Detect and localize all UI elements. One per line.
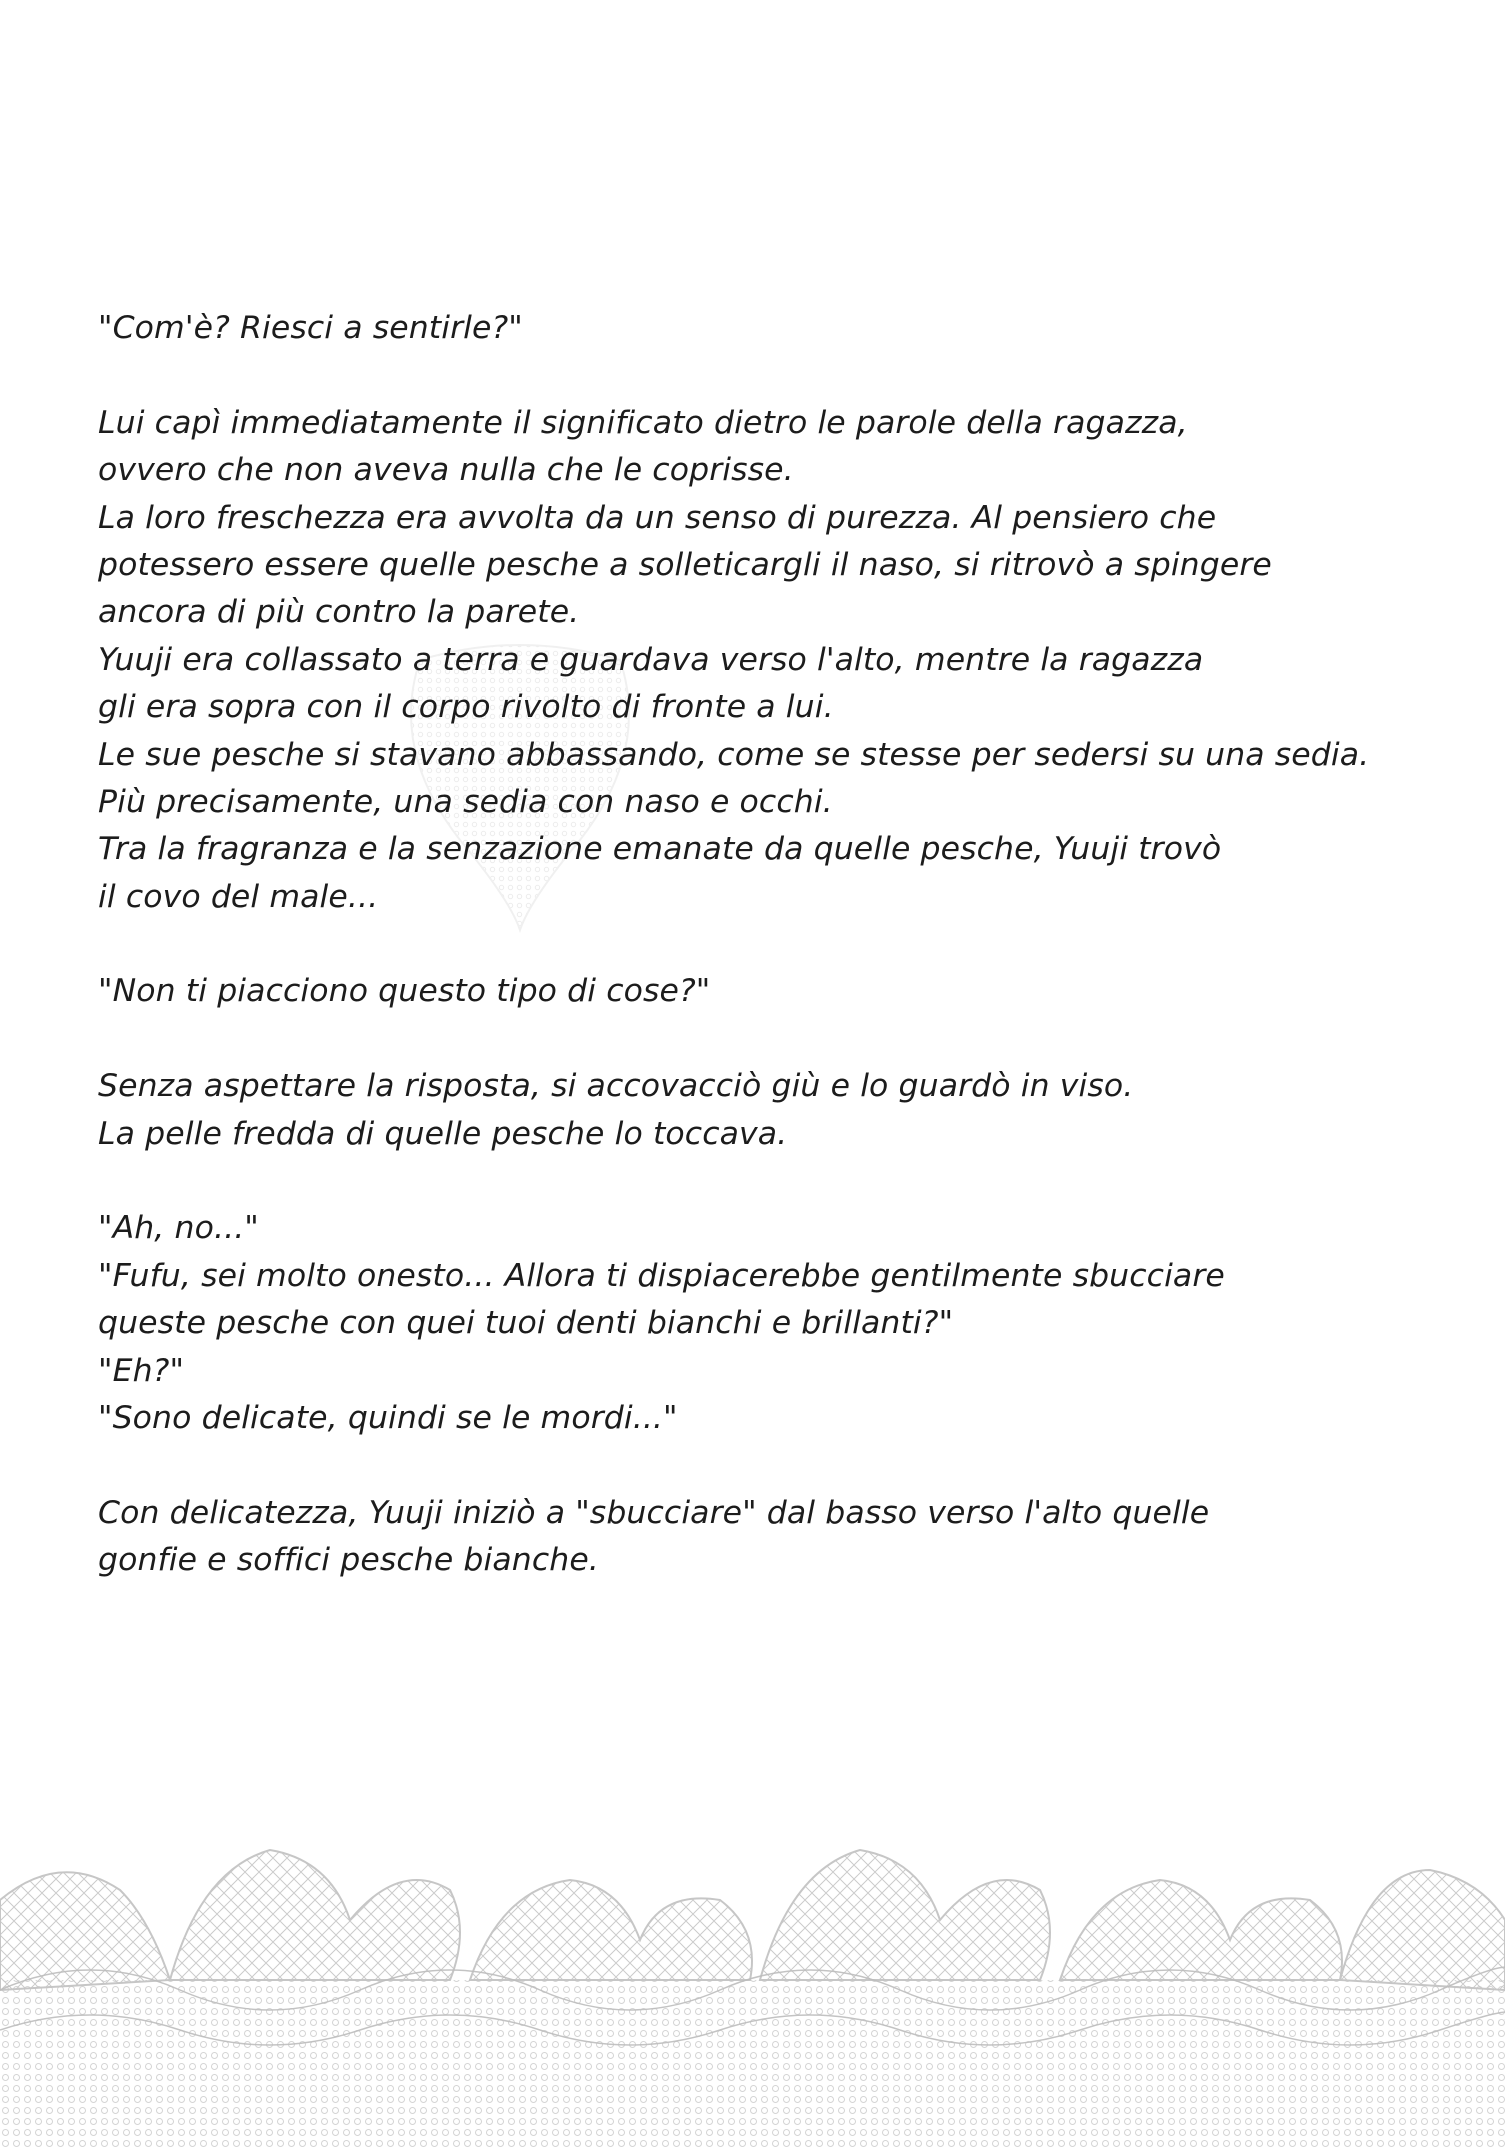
text-line: "Ah, no..."	[98, 1210, 259, 1247]
text-line: potessero essere quelle pesche a solleticargli il naso, si ritrovò a spingere	[98, 546, 1272, 583]
text-line: La loro freschezza era avvolta da un senso di purezza. Al pensiero che	[98, 499, 1217, 536]
text-line: "Com'è? Riesci a sentirle?"	[98, 310, 523, 346]
text-line: il covo del male...	[98, 878, 379, 915]
text-line: La pelle fredda di quelle pesche lo toccava.	[98, 1115, 788, 1152]
text-line: Tra la fragranza e la senzazione emanate da quelle pesche, Yuuji trovò	[98, 831, 1222, 868]
text-line: Lui capì immediatamente il significato dietro le parole della ragazza,	[98, 404, 1188, 441]
text-line: ovvero che non aveva nulla che le coprisse.	[98, 452, 794, 489]
text-line: Yuuji era collassato a terra e guardava verso l'alto, mentre la ragazza	[98, 641, 1204, 678]
text-line: gonfie e soffici pesche bianche.	[98, 1542, 599, 1579]
text-line: Più precisamente, una sedia con naso e occhi.	[98, 783, 833, 820]
paragraph-gap	[98, 352, 1438, 399]
paragraph-gap	[98, 1016, 1438, 1063]
paragraph	[98, 968, 1438, 1015]
text-line: "Sono delicate, quindi se le mordi..."	[98, 1399, 678, 1436]
text-line: Con delicatezza, Yuuji iniziò a "sbucciare" dal basso verso l'alto quelle	[98, 1494, 1210, 1531]
text-line: "Fufu, sei molto onesto... Allora ti dispiacerebbe gentilmente sbucciare	[98, 1257, 1225, 1294]
text-line: ancora di più contro la parete.	[98, 594, 580, 631]
text-line: queste pesche con quei tuoi denti bianchi e brillanti?"	[98, 1305, 954, 1342]
paragraph	[98, 1063, 1438, 1158]
text-line: gli era sopra con il corpo rivolto di fronte a lui.	[98, 689, 834, 726]
paragraph	[98, 1490, 1438, 1585]
text-line: Senza aspettare la risposta, si accovacciò giù e lo guardò in viso.	[98, 1068, 1134, 1105]
paragraph	[98, 305, 1438, 352]
paragraph-gap	[98, 1442, 1438, 1489]
lace-border-icon	[0, 1830, 1505, 2147]
paragraph	[98, 1205, 1438, 1442]
paragraph	[98, 400, 1438, 921]
paragraph-gap	[98, 921, 1438, 968]
text-line: Le sue pesche si stavano abbassando, come se stesse per sedersi su una sedia.	[98, 736, 1370, 773]
story-text	[98, 305, 1438, 1585]
text-line: "Eh?"	[98, 1352, 185, 1389]
text-line: "Non ti piacciono questo tipo di cose?"	[98, 973, 711, 1010]
paragraph-gap	[98, 1158, 1438, 1205]
